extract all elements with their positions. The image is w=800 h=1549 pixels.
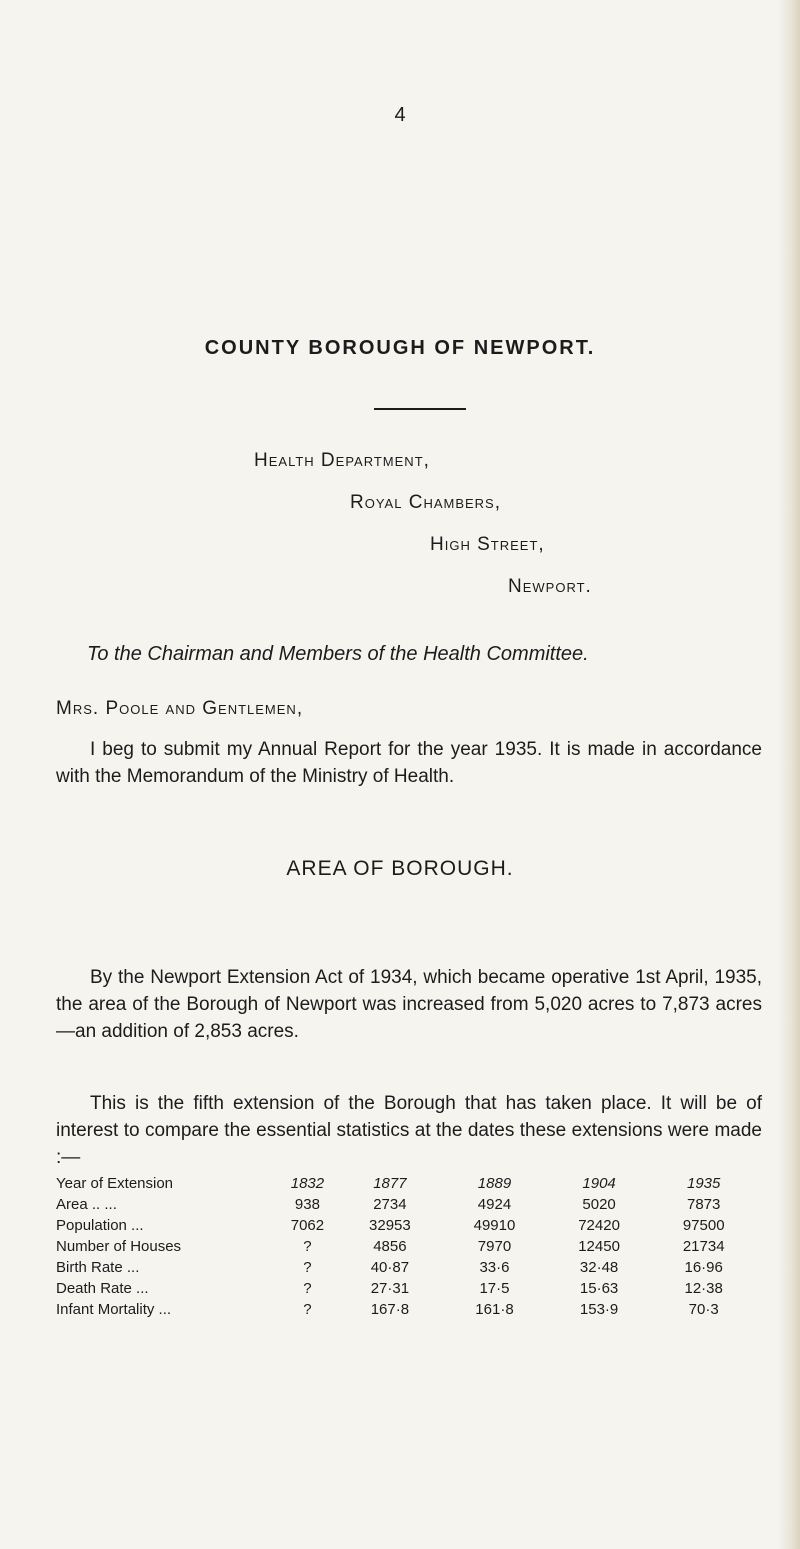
table-cell: 97500: [682, 1217, 725, 1234]
table-cell: 16·96: [684, 1259, 723, 1276]
table-cell: 15·63: [579, 1280, 619, 1297]
table-row: [56, 1215, 756, 1236]
table-row: [56, 1194, 756, 1215]
table-year: 1935: [687, 1175, 721, 1192]
table-row: [56, 1236, 756, 1257]
table-cell: 167·8: [370, 1301, 410, 1318]
table-header-label: Year of Extension: [56, 1175, 174, 1192]
table-cell: 21734: [682, 1238, 725, 1255]
table-cell: ?: [303, 1280, 312, 1297]
table-year: 1889: [477, 1175, 512, 1192]
table-cell: 4856: [373, 1238, 407, 1255]
table-cell: 49910: [473, 1217, 516, 1234]
table-cell: ?: [303, 1238, 312, 1255]
table-cell: 12·38: [684, 1280, 723, 1297]
table-row: [56, 1299, 756, 1320]
table-cell: 32·48: [579, 1259, 619, 1276]
table-cell: 153·9: [579, 1301, 619, 1318]
org-title: COUNTY BOROUGH OF NEWPORT.: [204, 337, 596, 359]
table-cell: 17·5: [479, 1280, 510, 1297]
page-edge-shadow: [778, 0, 800, 1549]
paragraph-comparison: This is the fifth extension of the Borough that has taken place. It will be of interest to compare the essential statistics at the dates these extensions were made :—: [56, 1093, 762, 1168]
title-rule: [374, 408, 466, 410]
statistics-table: [56, 1173, 756, 1320]
row-label: Death Rate ...: [56, 1280, 149, 1297]
table-cell: 70·3: [688, 1301, 719, 1318]
table-year: 1904: [582, 1175, 616, 1192]
table-cell: 938: [294, 1196, 320, 1213]
table-cell: 40·87: [370, 1259, 410, 1276]
paragraph-extension-act: By the Newport Extension Act of 1934, which became operative 1st April, 1935, the area of the Borough of Newport was increased from 5,020 acres to 7,873 acres—an addition of 2,853 acres.: [56, 967, 762, 1042]
table-cell: 32953: [369, 1217, 411, 1234]
table-cell: 161·8: [475, 1301, 514, 1318]
row-label: Number of Houses: [56, 1238, 182, 1255]
table-row: [56, 1257, 756, 1278]
row-label: Birth Rate ...: [56, 1259, 140, 1276]
address-line: High Street,: [430, 534, 545, 555]
row-label: Infant Mortality ...: [56, 1301, 172, 1318]
table-header-row: [56, 1173, 756, 1194]
salutation: Mrs. Poole and Gentlemen,: [56, 698, 304, 719]
section-heading: AREA OF BOROUGH.: [286, 857, 514, 880]
row-label: Area .. ...: [56, 1196, 117, 1213]
table-cell: 7873: [687, 1196, 721, 1213]
addressee-line: To the Chairman and Members of the Health Committee.: [87, 643, 589, 665]
table-cell: 33·6: [479, 1259, 510, 1276]
address-line: Newport.: [508, 576, 592, 597]
table-cell: 7062: [290, 1217, 325, 1234]
table-cell: 2734: [373, 1196, 407, 1213]
page-number: 4: [394, 104, 406, 126]
address-line: Health Department,: [254, 450, 430, 471]
table-year: 1877: [373, 1175, 407, 1192]
table-cell: ?: [303, 1259, 312, 1276]
table-row: [56, 1278, 756, 1299]
table-cell: 12450: [578, 1238, 620, 1255]
paragraph-intro: I beg to submit my Annual Report for the year 1935. It is made in accordance with the Memorandum of the Ministry of Health.: [56, 739, 762, 787]
address-line: Royal Chambers,: [350, 492, 502, 513]
table-cell: ?: [303, 1301, 312, 1318]
row-label: Population ...: [56, 1217, 144, 1234]
table-cell: 4924: [477, 1196, 512, 1213]
table-cell: 27·31: [370, 1280, 410, 1297]
table-cell: 7970: [477, 1238, 512, 1255]
table-cell: 72420: [578, 1217, 620, 1234]
table-year: 1832: [290, 1175, 325, 1192]
table-cell: 5020: [582, 1196, 616, 1213]
